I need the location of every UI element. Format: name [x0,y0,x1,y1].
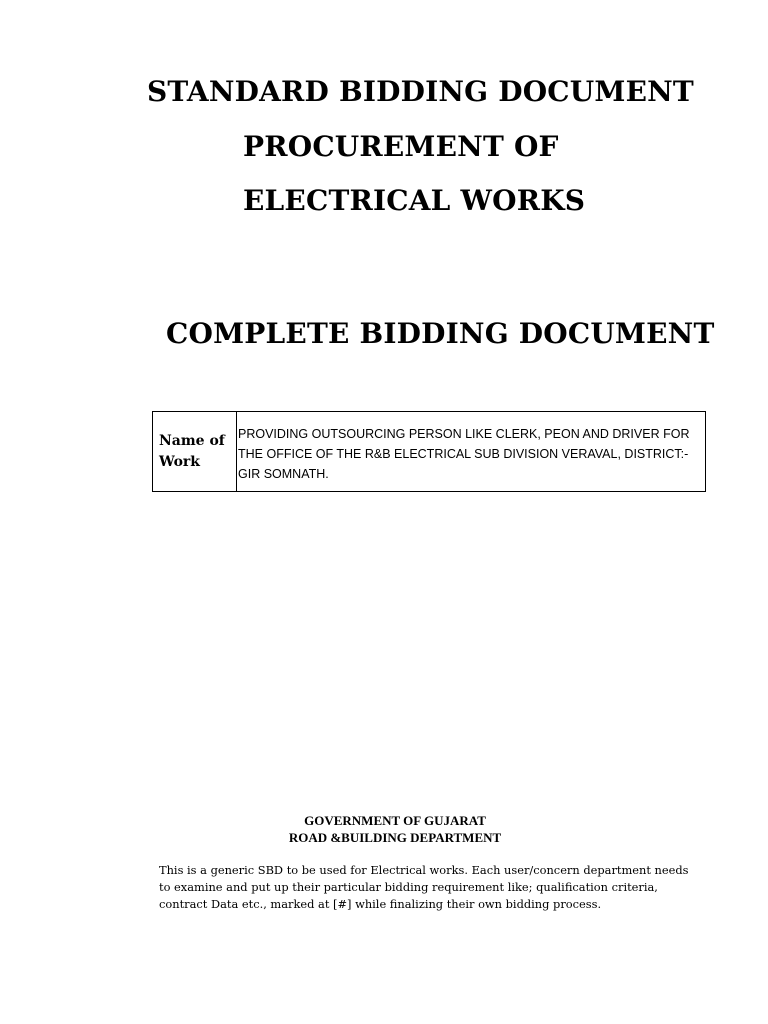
document-subtitle: COMPLETE BIDDING DOCUMENT [166,317,715,350]
name-of-work-label: Name of Work [153,412,237,492]
document-title-line-1: STANDARD BIDDING DOCUMENT [147,75,694,108]
sbd-usage-note: This is a generic SBD to be used for Electrical works. Each user/concern department needs to examine and put up their particular bidding requirement like; qualification criteria, contract Data etc., marked at [#] while finalizing their own bidding process. [159,863,689,911]
document-title-line-2: PROCUREMENT OF [243,130,559,163]
issuer-department: ROAD &BUILDING DEPARTMENT [288,830,502,845]
issuer-government: GOVERNMENT OF GUJARAT [304,813,486,828]
name-of-work-value: PROVIDING OUTSOURCING PERSON LIKE CLERK, PEON AND DRIVER FOR THE OFFICE OF THE R&B ELECTRICAL SUB DIVISION VERAVAL, DISTRICT:-GIR SOMNATH. [237,412,706,492]
table-row [153,412,706,492]
document-title-line-3: ELECTRICAL WORKS [243,184,586,217]
name-of-work-table [152,411,706,492]
